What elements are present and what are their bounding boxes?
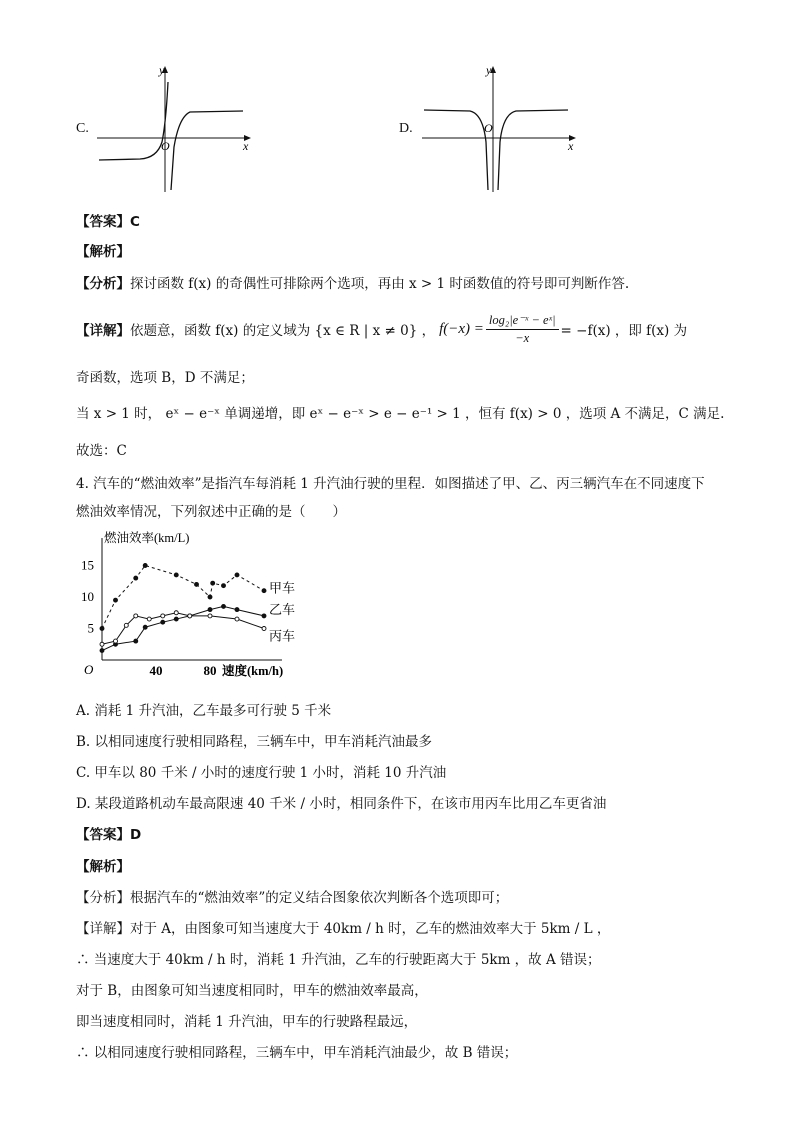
q4-option-b: B. 以相同速度行驶相同路程，三辆车中，甲车消耗汽油最多 [76,734,433,750]
chart-data-point [174,617,178,621]
q4-stem-line2: 燃油效率情况，下列叙述中正确的是（ ） [76,504,346,520]
chart-data-point [114,598,118,602]
chart-series-label: 乙车 [269,601,296,617]
chart-origin-label: O [84,662,94,677]
graph-d-left-branch [424,110,488,190]
graph-d-right-branch [498,110,568,190]
q3-xiangjie-tag: 【详解】 [76,323,130,339]
q3-xiangjie-rhs: = −f(x) ，即 f(x) 为 [560,323,688,339]
chart-data-point [174,573,178,577]
chart-data-point [208,608,212,612]
q4-xiangjie-2: ∴ 当速度大于 40km / h 时，消耗 1 升汽油，乙车的行驶距离大于 5km ，故 A 错误； [76,952,601,968]
graph-d-y-label: y [486,63,492,77]
graph-c [95,62,255,197]
q3-xiangjie-lhs: f(−x) = [439,320,484,337]
chart-data-point [235,608,239,612]
q3-fenxi-text: 探讨函数 f(x) 的奇偶性可排除两个选项，再由 x > 1 时函数值的符号即可判断作答. [130,276,630,292]
q3-conclusion: 故选：C [76,443,127,459]
q4-xiangjie-4: 即当速度相同时，消耗 1 升汽油，甲车的行驶路程最远， [76,1014,418,1030]
graph-c-left-branch [99,82,168,160]
chart-data-point [134,639,138,643]
option-c-label: C. [76,121,89,136]
graph-c-x-label: x [243,139,249,153]
chart-series-line [102,566,264,629]
chart-data-point [147,617,151,621]
q3-fenxi [76,272,629,292]
chart-data-point [143,564,147,568]
chart-data-point [100,627,104,631]
chart-data-point [188,614,192,618]
q4-stem-line1: 4. 汽车的“燃油效率”是指汽车每消耗 1 升汽油行驶的里程．如图描述了甲、乙、丙三辆汽车在不同速度下 [76,476,705,492]
chart-data-point [143,625,147,629]
q4-fenxi: 【分析】根据汽车的“燃油效率”的定义结合图象依次判断各个选项即可； [76,890,509,906]
chart-data-point [134,614,138,618]
q4-option-d: D. 某段道路机动车最高限速 40 千米 / 小时，相同条件下，在该市用丙车比用乙车更省油 [76,796,607,812]
chart-data-point [195,582,199,586]
chart-data-point [124,623,128,627]
chart-data-point [211,581,215,585]
chart-data-point [235,573,239,577]
chart-y-tick-label: 15 [81,557,94,573]
chart-data-point [262,589,266,593]
q3-xiangjie [76,312,687,346]
chart-data-point [235,617,239,621]
q4-xiangjie-1: 【详解】对于 A，由图象可知当速度大于 40km / h 时，乙车的燃油效率大于 5km / L ， [76,921,611,937]
chart-x-tick-label: 80 [203,663,217,678]
chart-x-tick-label: 40 [149,663,163,678]
graph-c-y-label: y [159,63,165,77]
chart-data-point [208,595,212,599]
chart-series-label: 甲车 [269,580,296,596]
q4-xiangjie-3: 对于 B，由图象可知当速度相同时，甲车的燃油效率最高， [76,983,428,999]
q3-fenxi-tag: 【分析】 [76,276,130,292]
q4-answer: 【答案】D [76,827,142,843]
q3-fraction-denominator: −x [515,331,530,345]
fuel-efficiency-chart [74,530,296,685]
q3-line2: 奇函数，选项 B，D 不满足； [76,370,254,386]
graph-d-origin: O [484,121,493,135]
q3-analysis-head: 【解析】 [76,244,130,260]
q4-option-c: C. 甲车以 80 千米 / 小时的速度行驶 1 小时，消耗 10 升汽油 [76,765,447,781]
chart-data-point [100,642,104,646]
q3-fraction-numerator: log₂|e⁻ˣ − eˣ| [486,312,559,330]
chart-data-point [222,584,226,588]
option-d-label: D. [399,121,413,136]
chart-data-point [174,611,178,615]
chart-data-point [100,649,104,653]
chart-y-axis-label: 燃油效率(km/L) [104,531,190,545]
chart-series-label: 丙车 [269,628,296,644]
chart-data-point [262,614,266,618]
chart-y-tick-label: 5 [87,620,94,636]
chart-data-point [262,627,266,631]
graph-c-right-branch [171,111,243,190]
chart-data-point [222,604,226,608]
chart-y-tick-label: 10 [81,589,94,604]
q3-answer: 【答案】C [76,214,140,230]
q4-analysis-head: 【解析】 [76,859,130,875]
q3-xiangjie-a: 依题意，函数 f(x) 的定义域为 {x ∈ R | x ≠ 0} ， [130,323,436,339]
graph-d [420,62,580,197]
q4-xiangjie-5: ∴ 以相同速度行驶相同路程，三辆车中，甲车消耗汽油最少，故 B 错误； [76,1045,518,1061]
chart-data-point [208,614,212,618]
chart-data-point [134,576,138,580]
q3-line3: 当 x > 1 时， eˣ − e⁻ˣ 单调递增，即 eˣ − e⁻ˣ > e − e⁻¹ > 1 ，恒有 f(x) > 0 ，选项 A 不满足，C 满足. [76,406,725,422]
chart-data-point [161,614,165,618]
chart-series-line [102,606,264,650]
q3-fraction [486,312,559,346]
q4-option-a: A. 消耗 1 升汽油，乙车最多可行驶 5 千米 [76,703,332,719]
chart-data-point [114,639,118,643]
graph-c-origin: O [161,139,170,153]
graph-d-x-label: x [568,139,574,153]
chart-data-point [161,620,165,624]
chart-x-axis-label: 速度(km/h) [222,664,284,678]
